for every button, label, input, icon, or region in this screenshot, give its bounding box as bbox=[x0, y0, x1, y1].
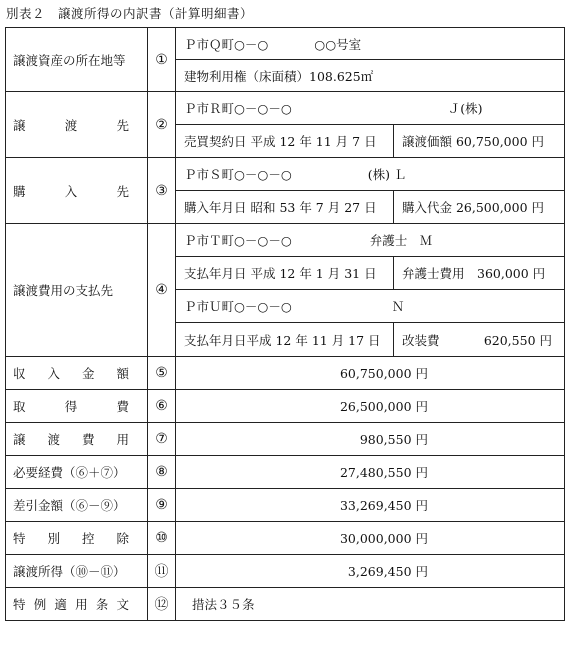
row-label-location: 譲渡資産の所在地等 bbox=[6, 28, 148, 92]
address-text: Ｐ市Ｔ町○－○－○ bbox=[184, 233, 292, 248]
row-label-special-provision: 特 例 適 用 条 文 bbox=[6, 588, 148, 621]
payment-date: 支払年月日平成 12 年 11 月 17 日 bbox=[176, 323, 394, 357]
row-number: ② bbox=[148, 92, 176, 158]
amount-value: 60,750,000 円 bbox=[176, 357, 565, 390]
amount-value: 33,269,450 円 bbox=[176, 489, 565, 522]
row-label-difference: 差引金額（⑥－⑨） bbox=[6, 489, 148, 522]
row-label-transfer-expense: 譲 渡 費 用 bbox=[6, 423, 148, 456]
row-number: ⑪ bbox=[148, 555, 176, 588]
address-text: Ｐ市Ｓ町○－○－○ bbox=[184, 167, 292, 182]
table-row bbox=[6, 423, 565, 456]
row-label-acquisition-cost: 取 得 費 bbox=[6, 390, 148, 423]
amount-value: 26,500,000 円 bbox=[176, 390, 565, 423]
table-row bbox=[6, 522, 565, 555]
document-caption: 別表２ 譲渡所得の内訳書（計算明細書） bbox=[6, 6, 254, 21]
row-number: ⑨ bbox=[148, 489, 176, 522]
row-number: ⑤ bbox=[148, 357, 176, 390]
room-number: ○○号室 bbox=[314, 36, 362, 52]
row-label-seller: 購 入 先 bbox=[6, 158, 148, 224]
row-label-transferee: 譲 渡 先 bbox=[6, 92, 148, 158]
table-row bbox=[6, 158, 565, 191]
amount-value: 30,000,000 円 bbox=[176, 522, 565, 555]
table-row bbox=[6, 28, 565, 60]
row-number: ③ bbox=[148, 158, 176, 224]
lawyer-fee: 弁護士費用 360,000 円 bbox=[394, 257, 565, 290]
table-row bbox=[6, 456, 565, 489]
row-number: ④ bbox=[148, 224, 176, 357]
provision-text: 措法３５条 bbox=[176, 588, 565, 621]
address-text: Ｐ市Ｒ町○－○－○ bbox=[184, 101, 292, 116]
table-row bbox=[6, 390, 565, 423]
row-label-transfer-income: 譲渡所得（⑩－⑪） bbox=[6, 555, 148, 588]
row-label-necessary-expenses: 必要経費（⑥＋⑦） bbox=[6, 456, 148, 489]
payment-date: 支払年月日 平成 12 年 1 月 31 日 bbox=[176, 257, 394, 290]
table-row bbox=[6, 224, 565, 257]
row-label-revenue: 収 入 金 額 bbox=[6, 357, 148, 390]
row-number: ⑦ bbox=[148, 423, 176, 456]
row-label-special-deduction: 特 別 控 除 bbox=[6, 522, 148, 555]
floor-area-text: 建物利用権（床面積）108.625㎡ bbox=[176, 60, 565, 92]
party-name: Ｎ bbox=[391, 299, 405, 314]
table-row bbox=[6, 555, 565, 588]
amount-value: 27,480,550 円 bbox=[176, 456, 565, 489]
address-text: Ｐ市Ｕ町○－○－○ bbox=[184, 299, 292, 314]
table-row bbox=[6, 489, 565, 522]
renovation-cost: 620,550 円 bbox=[483, 332, 552, 348]
party-name: (株) Ｌ bbox=[367, 167, 407, 182]
row-number: ① bbox=[148, 28, 176, 92]
transfer-price: 譲渡価額 60,750,000 円 bbox=[394, 125, 565, 158]
table-row bbox=[6, 588, 565, 621]
row-number: ⑥ bbox=[148, 390, 176, 423]
party-name: 弁護士 Ｍ bbox=[369, 233, 433, 248]
row-number: ⑩ bbox=[148, 522, 176, 555]
row-label-expense-payee: 譲渡費用の支払先 bbox=[6, 224, 148, 357]
purchase-date: 購入年月日 昭和 53 年 7 月 27 日 bbox=[176, 191, 394, 224]
row-number: ⑫ bbox=[148, 588, 176, 621]
contract-date: 売買契約日 平成 12 年 11 月 7 日 bbox=[176, 125, 394, 158]
table-row bbox=[6, 357, 565, 390]
row-number: ⑧ bbox=[148, 456, 176, 489]
party-name: Ｊ(株) bbox=[447, 101, 483, 116]
amount-value: 3,269,450 円 bbox=[176, 555, 565, 588]
amount-value: 980,550 円 bbox=[176, 423, 565, 456]
table-row bbox=[6, 92, 565, 125]
breakdown-table bbox=[5, 27, 565, 621]
address-text: Ｐ市Ｑ町○－○ bbox=[184, 36, 269, 52]
purchase-price: 購入代金 26,500,000 円 bbox=[394, 191, 565, 224]
renovation-label: 改装費 bbox=[402, 332, 440, 348]
